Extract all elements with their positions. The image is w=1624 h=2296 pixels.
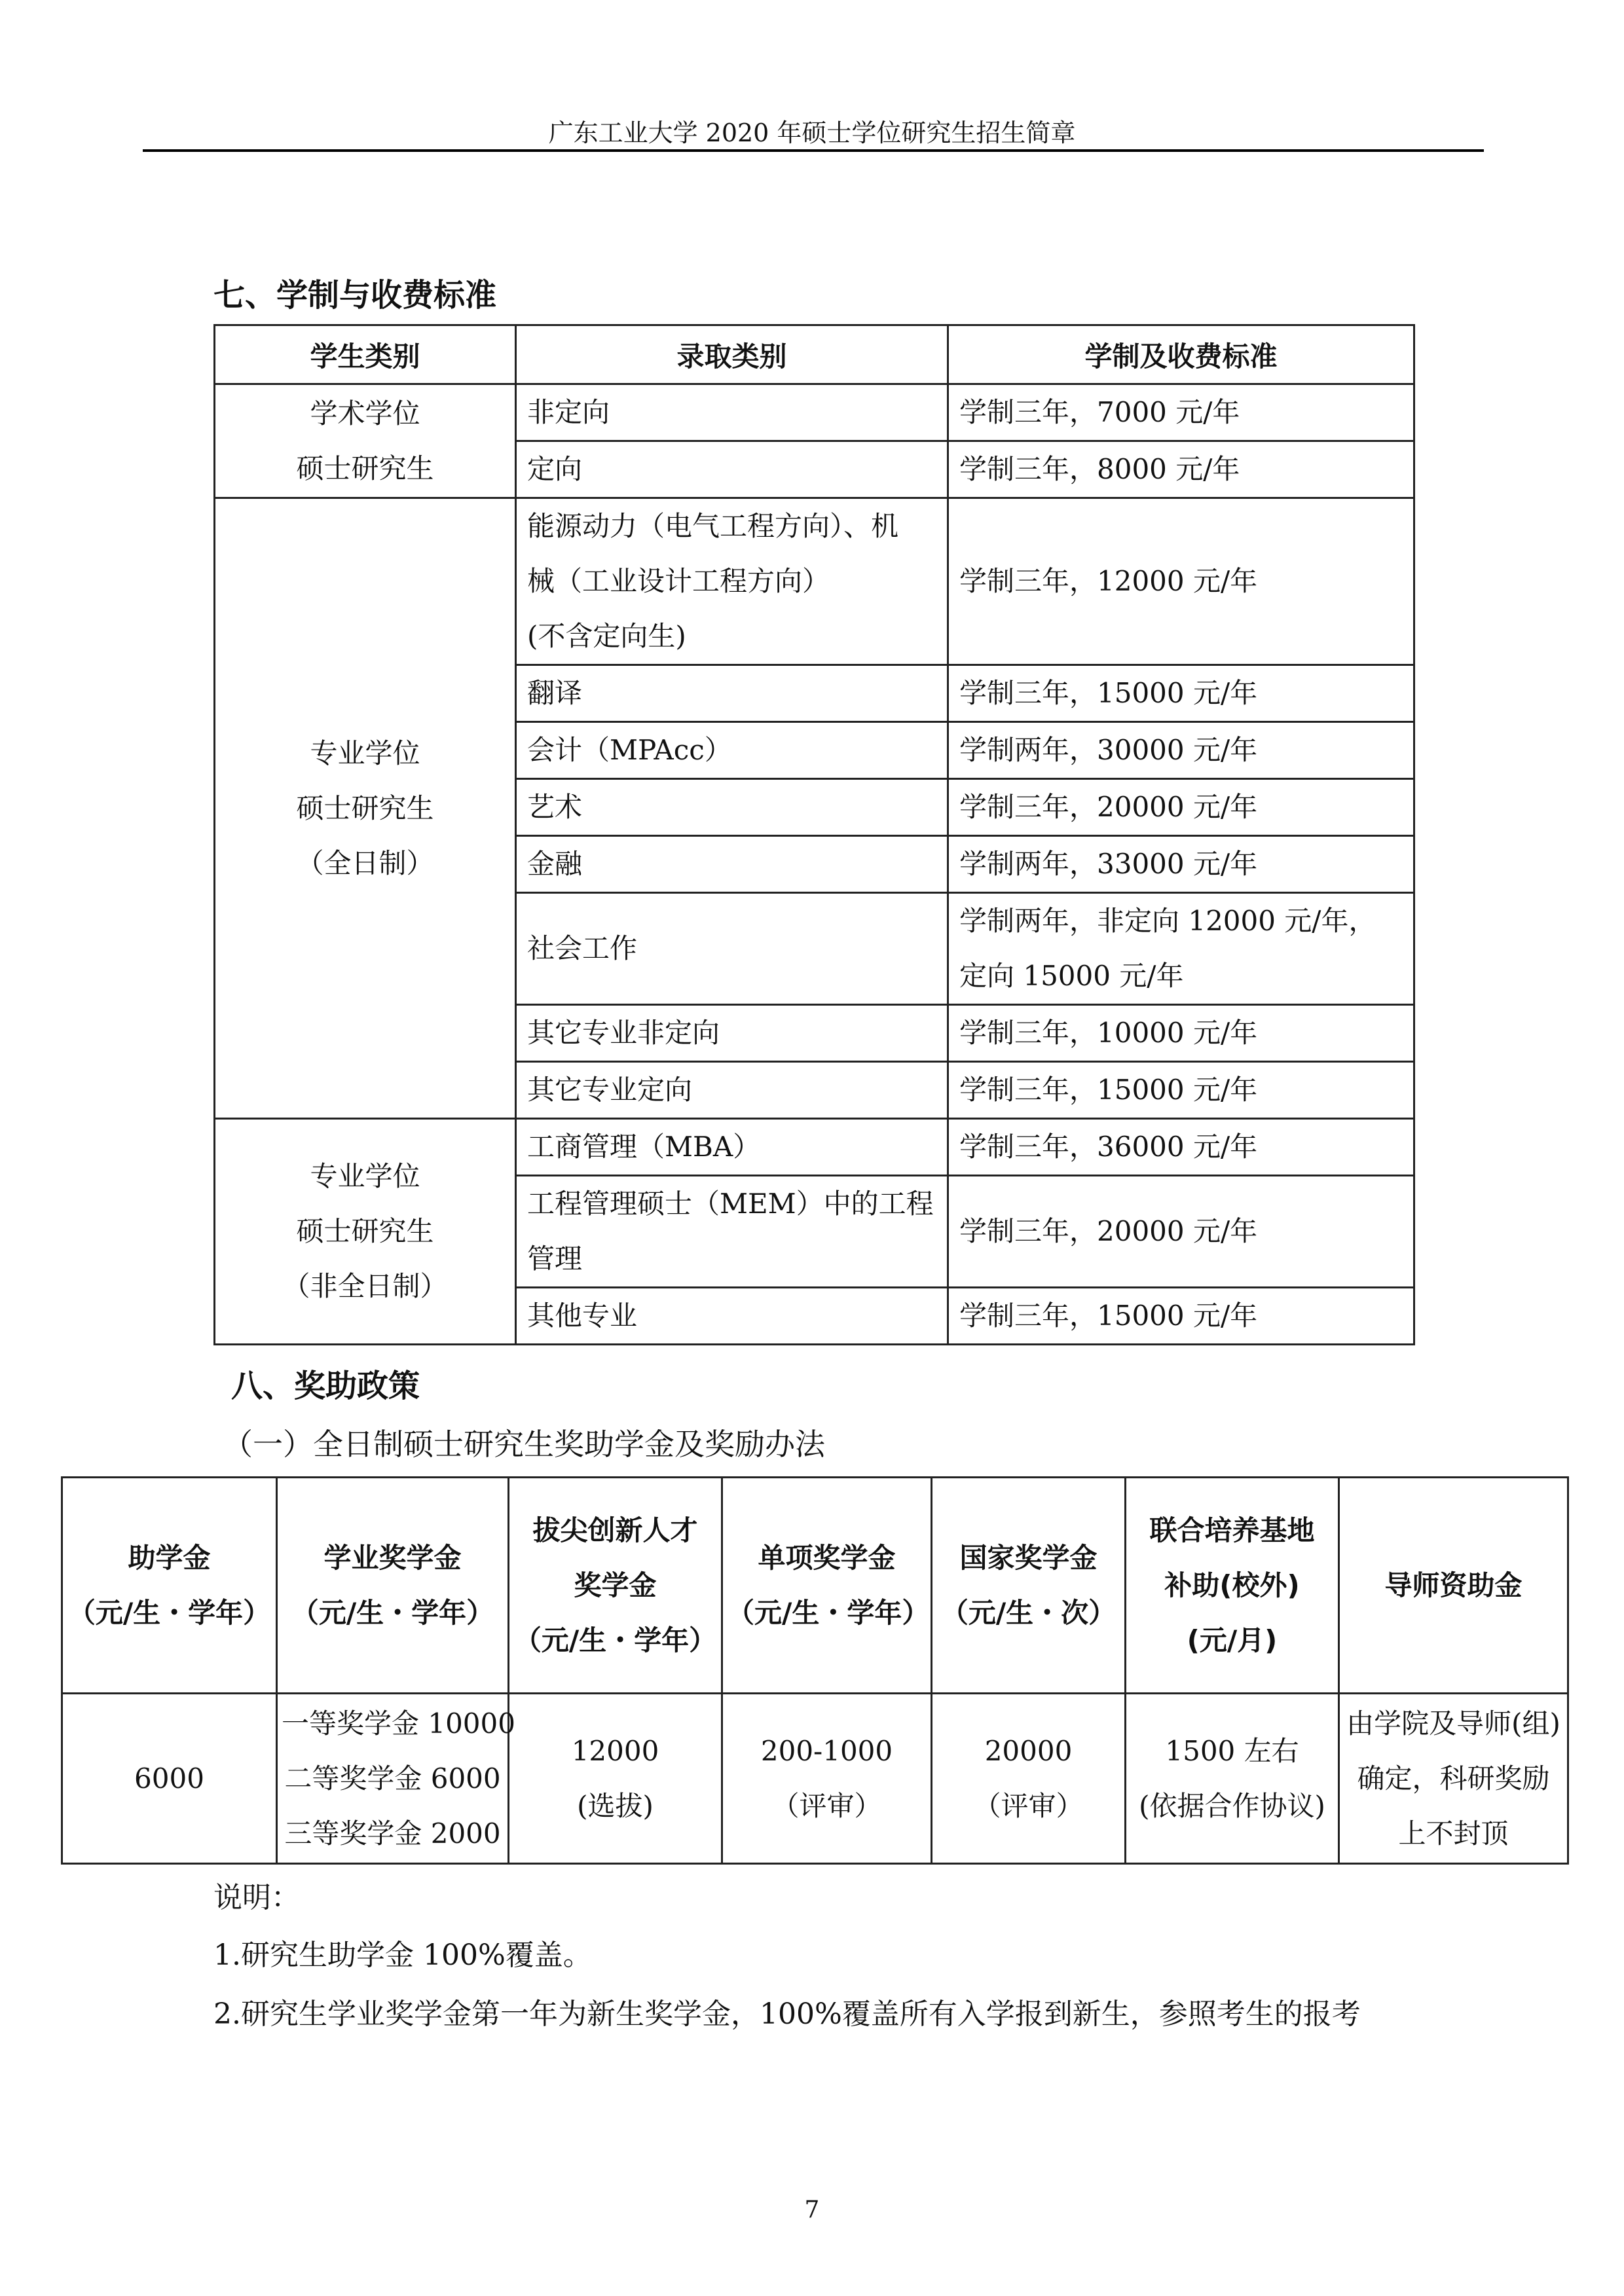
admission-type-cell: 能源动力（电气工程方向）、机 械（工业设计工程方向） (不含定向生): [516, 498, 948, 665]
scholarship-table: [61, 1476, 1569, 1865]
student-category-professional-fulltime: 专业学位 硕士研究生 （全日制）: [215, 498, 516, 1119]
column-header-grant: 助学金 （元/生・学年）: [62, 1478, 277, 1694]
admission-type-cell: 艺术: [516, 779, 948, 836]
column-header-talent-scholarship: 拔尖创新人才 奖学金 （元/生・学年）: [509, 1478, 722, 1694]
fee-cell: 学制三年，7000 元/年: [948, 384, 1414, 441]
special-scholarship-value: 200-1000 （评审）: [722, 1694, 932, 1864]
talent-scholarship-value: 12000 (选拔): [509, 1694, 722, 1864]
admission-type-cell: 会计（MPAcc）: [516, 722, 948, 779]
tuition-table: [213, 324, 1415, 1345]
note-item: 1.研究生助学金 100%覆盖。: [213, 1939, 592, 1972]
fee-cell: 学制三年，15000 元/年: [948, 1062, 1414, 1119]
supervisor-funding-value: 由学院及导师(组) 确定，科研奖励 上不封顶: [1339, 1694, 1568, 1864]
fee-cell: 学制三年，15000 元/年: [948, 1288, 1414, 1345]
fee-cell: 学制三年，10000 元/年: [948, 1005, 1414, 1062]
fee-cell: 学制两年，33000 元/年: [948, 836, 1414, 893]
column-header-joint-training-subsidy: 联合培养基地 补助(校外) (元/月): [1126, 1478, 1339, 1694]
column-header-special-scholarship: 单项奖学金 （元/生・学年）: [722, 1478, 932, 1694]
notes-title: 说明：: [213, 1881, 300, 1914]
section-8-title: 八、奖助政策: [231, 1368, 420, 1404]
grant-value: 6000: [62, 1694, 277, 1864]
fee-cell: 学制两年，30000 元/年: [948, 722, 1414, 779]
table-row: [62, 1694, 1568, 1864]
academic-scholarship-value: 一等奖学金 10000 二等奖学金 6000 三等奖学金 2000: [277, 1694, 509, 1864]
fee-cell: 学制三年，12000 元/年: [948, 498, 1414, 665]
section-7-title: 七、学制与收费标准: [213, 277, 497, 314]
fee-cell: 学制三年，20000 元/年: [948, 1176, 1414, 1288]
page-number: 7: [804, 2196, 820, 2223]
column-header-supervisor-funding: 导师资助金: [1339, 1478, 1568, 1694]
admission-type-cell: 其它专业定向: [516, 1062, 948, 1119]
admission-type-cell: 非定向: [516, 384, 948, 441]
student-category-professional-parttime: 专业学位 硕士研究生 （非全日制）: [215, 1119, 516, 1345]
national-scholarship-value: 20000 （评审）: [932, 1694, 1126, 1864]
admission-type-cell: 其它专业非定向: [516, 1005, 948, 1062]
admission-type-cell: 定向: [516, 441, 948, 498]
scholarship-table-header-row: [62, 1478, 1568, 1694]
table-row: [215, 1119, 1414, 1176]
student-category-academic: 学术学位 硕士研究生: [215, 384, 516, 498]
note-item: 2.研究生学业奖学金第一年为新生奖学金，100%覆盖所有入学报到新生，参照考生的报考: [213, 1997, 1361, 2031]
admission-type-cell: 翻译: [516, 665, 948, 722]
admission-type-cell: 工程管理硕士（MEM）中的工程 管理: [516, 1176, 948, 1288]
admission-type-cell: 其他专业: [516, 1288, 948, 1345]
column-header-admission-type: 录取类别: [516, 325, 948, 384]
column-header-academic-scholarship: 学业奖学金 （元/生・学年）: [277, 1478, 509, 1694]
fee-cell: 学制两年，非定向 12000 元/年， 定向 15000 元/年: [948, 893, 1414, 1005]
fee-cell: 学制三年，15000 元/年: [948, 665, 1414, 722]
admission-type-cell: 社会工作: [516, 893, 948, 1005]
column-header-student-category: 学生类别: [215, 325, 516, 384]
joint-training-subsidy-value: 1500 左右 (依据合作协议): [1126, 1694, 1339, 1864]
page-header-title: 广东工业大学 2020 年硕士学位研究生招生简章: [548, 118, 1076, 147]
header-rule: [143, 149, 1484, 152]
fee-cell: 学制三年，8000 元/年: [948, 441, 1414, 498]
tuition-table-header-row: [215, 325, 1414, 384]
admission-type-cell: 金融: [516, 836, 948, 893]
section-8-subtitle: （一）全日制硕士研究生奖助学金及奖励办法: [223, 1427, 825, 1462]
table-row: [215, 498, 1414, 665]
fee-cell: 学制三年，36000 元/年: [948, 1119, 1414, 1176]
column-header-fee-standard: 学制及收费标准: [948, 325, 1414, 384]
fee-cell: 学制三年，20000 元/年: [948, 779, 1414, 836]
column-header-national-scholarship: 国家奖学金 （元/生・次）: [932, 1478, 1126, 1694]
admission-type-cell: 工商管理（MBA）: [516, 1119, 948, 1176]
table-row: [215, 384, 1414, 441]
